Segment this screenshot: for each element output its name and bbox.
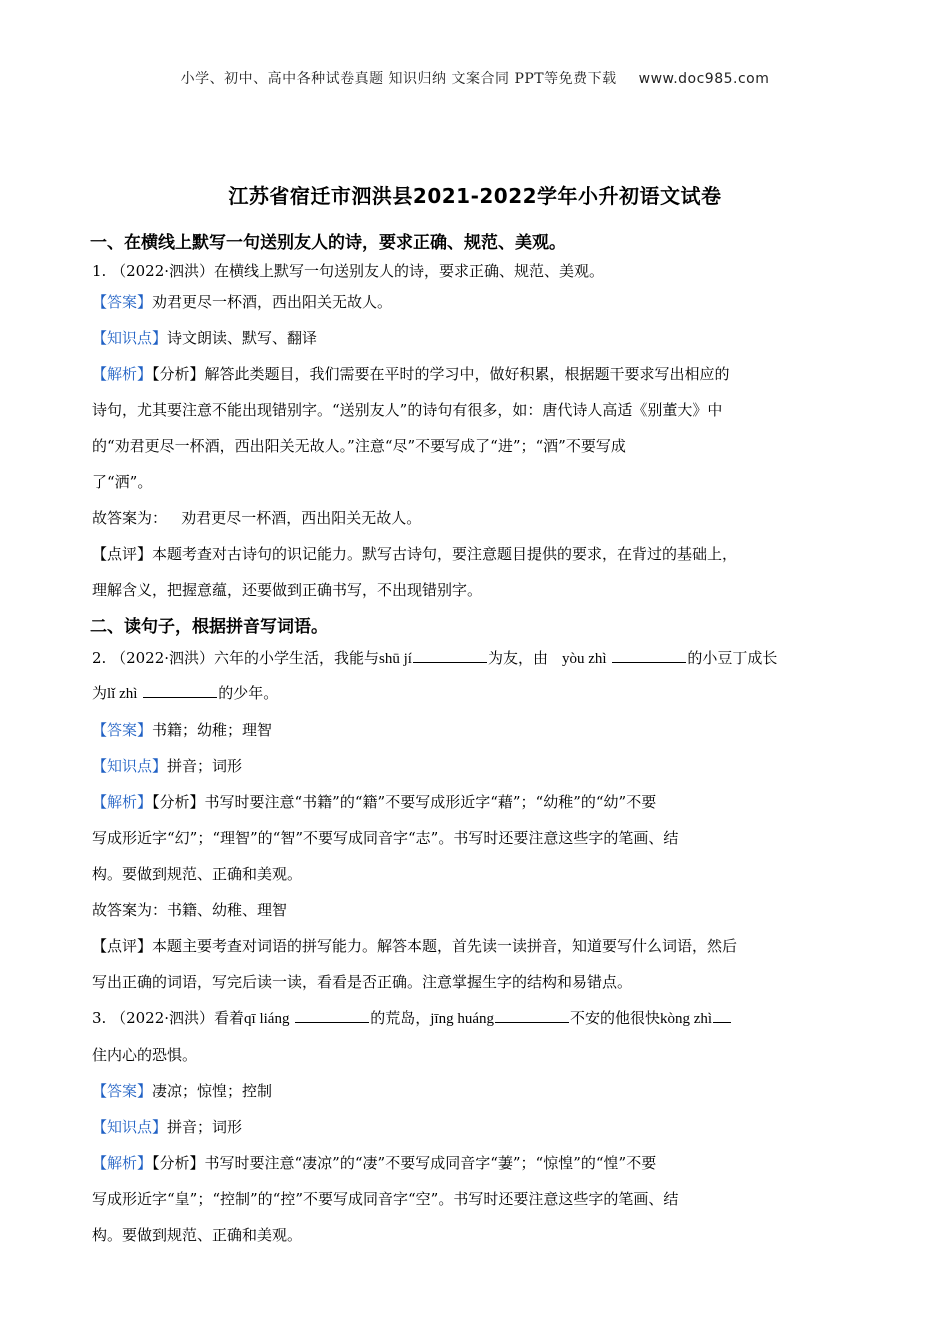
q2-final-answer: 故答案为：书籍、幼稚、理智 (92, 901, 288, 919)
q1-analysis-line4: 了“洒”。 (92, 473, 153, 491)
q3-stem-part2: 的荒岛， (370, 1009, 431, 1027)
q2-stem-part5: 的少年。 (218, 684, 279, 702)
q3-pinyin-2: jīng huáng (430, 1011, 494, 1027)
q2-stem-part1: 2. （2022·泗洪）六年的小学生活，我能与 (92, 649, 380, 667)
q3-stem-part1: 3. （2022·泗洪）看着 (92, 1009, 245, 1027)
document-body (92, 228, 860, 1253)
q2-blank-2[interactable] (612, 648, 686, 663)
q2-review-line2: 写出正确的词语，写完后读一读，看看是否正确。注意掌握生字的结构和易错点。 (92, 973, 633, 991)
q1-knowledge-text: 诗文朗读、默写、翻译 (167, 329, 318, 347)
q2-analysis-line2: 写成形近字“幻”；“理智”的“智”不要写成同音字“志”。书写时还要注意这些字的笔画、结 (92, 829, 679, 847)
q1-analysis (92, 356, 860, 392)
q2-pinyin-3: lǐ zhì (107, 686, 138, 702)
q1-review-line1: 本题考查对古诗句的识记能力。默写古诗句，要注意题目提供的要求，在背过的基础上， (152, 545, 738, 563)
q1-knowledge (92, 320, 860, 356)
header-text: 小学、初中、高中各种试卷真题 知识归纳 文案合同 PPT等免费下载 (180, 71, 617, 87)
q2-answer-text: 书籍；幼稚；理智 (152, 721, 273, 739)
analysis-label: 【解析】 (92, 365, 153, 383)
q2-knowledge-text: 拼音；词形 (167, 757, 243, 775)
answer-label: 【答案】 (92, 1082, 153, 1100)
q3-analysis-line3: 构。要做到规范、正确和美观。 (92, 1226, 303, 1244)
q2-blank-1[interactable] (413, 648, 487, 663)
review-label: 【点评】 (92, 545, 153, 563)
q3-knowledge (92, 1109, 860, 1145)
q2-pinyin-2: yòu zhì (561, 651, 607, 667)
knowledge-label: 【知识点】 (92, 329, 168, 347)
q1-final-answer: 故答案为： 劝君更尽一杯酒，西出阳关无故人。 (92, 509, 422, 527)
q2-answer (92, 712, 860, 748)
q2-stem (92, 642, 860, 675)
header-url[interactable]: www.doc985.com (638, 71, 770, 87)
q1-stem: 1. （2022·泗洪）在横线上默写一句送别友人的诗，要求正确、规范、美观。 (92, 262, 605, 280)
page-title: 江苏省宿迁市泗洪县2021-2022学年小升初语文试卷 (228, 184, 722, 208)
q1-review (92, 536, 860, 572)
q2-stem-part4: 为 (92, 684, 108, 702)
q1-review-line2: 理解含义，把握意蕴，还要做到正确书写，不出现错别字。 (92, 581, 483, 599)
q3-pinyin-3: kòng zhì (660, 1011, 713, 1027)
q2-stem-part3: 的小豆丁成长 (687, 649, 778, 667)
q2-blank-3[interactable] (143, 683, 217, 698)
q3-analysis-line1: 【分析】书写时要注意“凄凉”的“凄”不要写成同音字“萋”；“惊惶”的“惶”不要 (152, 1154, 657, 1172)
q3-blank-2[interactable] (495, 1008, 569, 1023)
q3-knowledge-text: 拼音；词形 (167, 1118, 243, 1136)
q2-pinyin-1: shū jí (379, 651, 412, 667)
q3-stem (92, 1000, 860, 1037)
q3-pinyin-1: qī liáng (244, 1011, 290, 1027)
q1-answer (92, 284, 860, 320)
q3-blank-3[interactable] (713, 1008, 731, 1023)
q2-analysis (92, 784, 860, 820)
q2-stem-part2: 为友，由 (487, 649, 548, 667)
q3-blank-1[interactable] (295, 1008, 369, 1023)
q3-analysis-line2: 写成形近字“皇”；“控制”的“控”不要写成同音字“空”。书写时还要注意这些字的笔画、结 (92, 1190, 679, 1208)
q1-answer-text: 劝君更尽一杯酒，西出阳关无故人。 (152, 293, 393, 311)
q3-answer (92, 1073, 860, 1109)
answer-label: 【答案】 (92, 721, 153, 739)
knowledge-label: 【知识点】 (92, 1118, 168, 1136)
section-1-heading: 一、在横线上默写一句送别友人的诗，要求正确、规范、美观。 (90, 233, 566, 253)
q1-analysis-line3: 的“劝君更尽一杯酒，西出阳关无故人。”注意“尽”不要写成了“进”；“酒”不要写成 (92, 437, 626, 455)
analysis-label: 【解析】 (92, 1154, 153, 1172)
q1-analysis-line1: 【分析】解答此类题目，我们需要在平时的学习中，做好积累，根据题干要求写出相应的 (152, 365, 730, 383)
q2-stem-line2 (92, 675, 860, 712)
analysis-label: 【解析】 (92, 793, 153, 811)
page-header (0, 68, 950, 88)
knowledge-label: 【知识点】 (92, 757, 168, 775)
q2-review (92, 928, 860, 964)
q3-stem-part3: 不安的他很快 (570, 1009, 661, 1027)
q2-analysis-line1: 【分析】书写时要注意“书籍”的“籍”不要写成形近字“藉”；“幼稚”的“幼”不要 (152, 793, 657, 811)
q2-knowledge (92, 748, 860, 784)
answer-label: 【答案】 (92, 293, 153, 311)
q2-analysis-line3: 构。要做到规范、正确和美观。 (92, 865, 303, 883)
q3-answer-text: 凄凉；惊惶；控制 (152, 1082, 273, 1100)
q3-analysis (92, 1145, 860, 1181)
q1-analysis-line2: 诗句，尤其要注意不能出现错别字。“送别友人”的诗句有很多，如：唐代诗人高适《别董大》中 (92, 401, 723, 419)
q3-stem-line2: 住内心的恐惧。 (92, 1046, 198, 1064)
section-2-heading: 二、读句子，根据拼音写词语。 (90, 617, 328, 637)
q2-review-line1: 本题主要考查对词语的拼写能力。解答本题，首先读一读拼音，知道要写什么词语，然后 (152, 937, 738, 955)
review-label: 【点评】 (92, 937, 153, 955)
